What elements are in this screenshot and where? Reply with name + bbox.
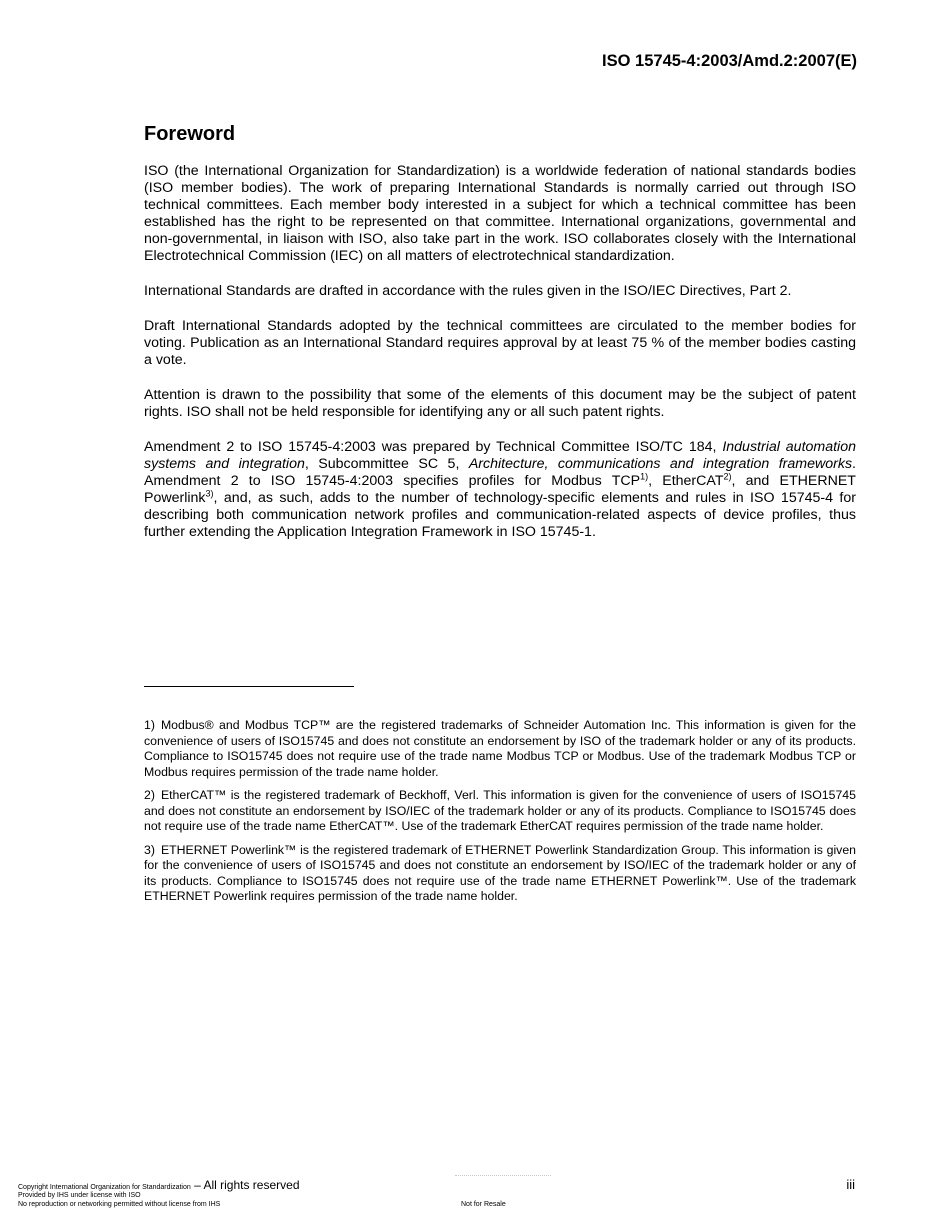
footer-not-for-resale: Not for Resale (461, 1201, 506, 1208)
foreword-paragraph-4: Attention is drawn to the possibility that some of the elements of this document may be the subject of patent rights. ISO shall not be held responsible for identifying any or all such patent rights. (144, 387, 856, 420)
rights-text: – All rights reserved (190, 1178, 300, 1192)
p5-text-e: . Amendment 2 to ISO 15745-4:2003 specifies profiles for Modbus TCP (144, 456, 856, 489)
footnote-2 (144, 788, 856, 835)
p5-text-c: , Subcommittee SC 5, (304, 456, 469, 472)
foreword-paragraph-3: Draft International Standards adopted by the technical committees are circulated to the member bodies for voting. Publication as an International Standard requires approval by at least 75 % of the member bodies casting a vote. (144, 318, 856, 368)
footnote-ref-3[interactable]: 3) (205, 488, 214, 499)
footer-provided: Provided by IHS under license with ISO (18, 1192, 141, 1199)
foreword-paragraph-2: International Standards are drafted in accordance with the rules given in the ISO/IEC Directives, Part 2. (144, 283, 792, 299)
foreword-paragraph-1: ISO (the International Organization for Standardization) is a worldwide federation of national standards bodies (ISO member bodies). The work of preparing International Standards is normally carried out through ISO technical committees. Each member body interested in a subject for which a technical committee has been established has the right to be represented on that committee. International organizations, governmental and non-governmental, in liaison with ISO, also take part in the work. ISO collaborates closely with the International Electrotechnical Commission (IEC) on all matters of electrotechnical standardization. (144, 163, 856, 264)
footnote-3 (144, 843, 856, 905)
copyright-text: Copyright International Organization for Standardization (18, 1184, 191, 1191)
p5-text-a: Amendment 2 to ISO 15745-4:2003 was prepared by Technical Committee ISO/TC 184, (144, 439, 723, 455)
tc-title: Industrial automation systems and integration (144, 439, 856, 472)
page-number: iii (846, 1177, 855, 1192)
sc-title: Architecture, communications and integration frameworks (468, 456, 853, 472)
footnote-1 (144, 718, 856, 780)
footnote-number: 3) (144, 842, 155, 857)
footnote-text: Modbus® and Modbus TCP™ are the registered trademarks of Schneider Automation Inc. This information is given for the convenience of users of ISO15745 and does not constitute an endorsement by ISO of the trademark holder or any of its products. Compliance to ISO15745 does not require use of the trade name Modbus TCP or Modbus. Use of the trademark Modbus TCP or Modbus requires permission of the trade name holder. (144, 718, 856, 779)
footnote-divider (144, 686, 354, 687)
footnote-number: 2) (144, 788, 155, 802)
footnote-text: ETHERNET Powerlink™ is the registered trademark of ETHERNET Powerlink Standardization Group. This information is given for the convenience of users of ISO15745 and does not constitute an endorsement by ISO/IEC of the trademark holder or any of its products. Compliance to ISO15745 does not require use of the trade name ETHERNET Powerlink™. Use of the trademark ETHERNET Powerlink requires permission of the trade name holder. (144, 842, 856, 903)
footnote-number: 1) (144, 718, 155, 732)
footnote-ref-2[interactable]: 2) (723, 471, 732, 482)
foreword-paragraph-5 (144, 439, 856, 541)
footer-copyright (18, 1178, 300, 1192)
foreword-heading: Foreword (144, 123, 236, 145)
footnote-text: EtherCAT™ is the registered trademark of Beckhoff, Verl. This information is given for the convenience of users of ISO15745 and does not constitute an endorsement by ISO/IEC of the trademark holder or any of its products. Compliance to ISO15745 does not require use of the trade name EtherCAT™. Use of the trademark EtherCAT requires permission of the trade name holder. (144, 788, 856, 833)
footnote-ref-1[interactable]: 1) (640, 471, 649, 482)
footnotes (144, 718, 856, 913)
footer-no-reproduction: No reproduction or networking permitted without license from IHS (18, 1201, 221, 1208)
foreword-body (144, 163, 856, 559)
p5-text-h: , and, as such, adds to the number of technology-specific elements and rules in ISO 15745-4 for describing both communication network profiles and communication-related aspects of device profiles, thus further extending the Application Integration Framework in ISO 15745-1. (144, 490, 856, 540)
p5-text-g: , and ETHERNET Powerlink (144, 473, 856, 506)
document-id: ISO 15745-4:2003/Amd.2:2007(E) (602, 52, 857, 70)
p5-text-f: , EtherCAT (648, 473, 724, 489)
footer-watermark-line (455, 1175, 551, 1176)
